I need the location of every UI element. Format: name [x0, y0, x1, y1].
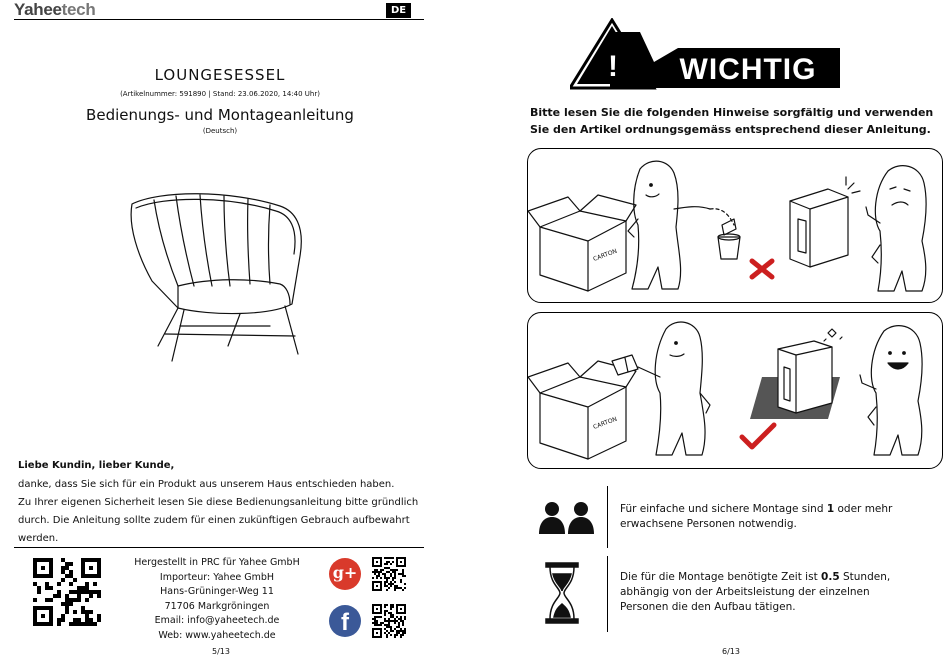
- duration-info: [620, 570, 942, 615]
- manual-language: (Deutsch): [202, 127, 238, 135]
- safety-note: [530, 104, 950, 138]
- manufacturer-address: [122, 556, 312, 643]
- paragraph-line: Zu Ihrer eigenen Sicherheit lesen Sie diese Bedienungsanleitung bitte gründlich: [18, 497, 419, 508]
- language-badge: DE: [386, 3, 411, 18]
- duration-text: Die für die Montage benötigte Zeit ist: [620, 571, 822, 583]
- note-line: Sie den Artikel ordnungsgemäss entsprechend dieser Anleitung.: [530, 123, 931, 136]
- paragraph-line: danke, dass Sie sich für ein Produkt aus unserem Haus entschieden haben.: [18, 479, 395, 490]
- article-meta: (Artikelnummer: 591890 | Stand: 23.06.2020, 14:40 Uhr): [120, 90, 320, 98]
- greeting: Liebe Kundin, lieber Kunde,: [18, 460, 175, 471]
- duration-text-line2: abhängig von der Arbeitsleistung der einzelnen: [620, 586, 870, 598]
- paragraph-line: werden.: [18, 533, 59, 544]
- paragraph-line: durch. Die Anleitung sollte zudem für einen zukünftigen Gebrauch aufbewahrt: [18, 515, 410, 526]
- facebook-qr-code: [372, 604, 406, 638]
- wichtig-warning-banner: [570, 18, 850, 98]
- address-line: Hans-Grüninger-Weg 11: [160, 586, 274, 597]
- persons-text-end: oder mehr: [834, 503, 893, 515]
- lounge-chair-illustration: [120, 186, 320, 366]
- persons-info: [620, 502, 942, 532]
- brand-part1: Yahee: [14, 0, 62, 19]
- right-page: [470, 0, 950, 660]
- banner-title: WICHTIG: [679, 53, 817, 86]
- brand-logo: [14, 0, 95, 20]
- address-line: Hergestellt in PRC für Yahee GmbH: [134, 557, 300, 568]
- product-title: LOUNGESESSEL: [154, 66, 286, 84]
- carton-box-icon: [528, 361, 636, 459]
- cabinet-icon: [778, 329, 842, 413]
- address-line: Web: www.yaheetech.de: [158, 629, 276, 641]
- happy-person-icon: [860, 326, 922, 455]
- sad-person-icon: [866, 166, 926, 291]
- carton-box-icon: [528, 195, 636, 291]
- correct-check-mark-icon: [742, 425, 774, 447]
- panel-correct-assembly: [527, 312, 943, 469]
- throw-path-icon: [710, 209, 734, 225]
- two-people-icon: [537, 500, 597, 536]
- header-rule: [14, 19, 424, 20]
- note-line: Bitte lesen Sie die folgenden Hinweise sorgfältig und verwenden: [530, 106, 934, 119]
- qr-code: [33, 558, 101, 626]
- persons-text-line2: erwachsene Personen notwendig.: [620, 518, 797, 530]
- facebook-icon[interactable]: f: [329, 605, 361, 637]
- page-number: 6/13: [722, 647, 740, 656]
- hourglass-icon: [545, 562, 579, 624]
- carton-label: CARTON: [592, 247, 619, 263]
- exclamation-icon: !: [608, 50, 618, 83]
- manual-title: Bedienungs- und Montageanleitung: [86, 106, 354, 124]
- divider-line: [607, 556, 608, 632]
- person-reading-manual-icon: [612, 322, 710, 455]
- footer-rule: [14, 547, 424, 548]
- google-plus-qr-code: [372, 557, 406, 591]
- left-page: [0, 0, 440, 660]
- duration-hours: 0.5: [821, 571, 840, 583]
- person-discarding-manual-icon: [628, 161, 710, 289]
- duration-text-end: Stunden,: [839, 571, 891, 583]
- brand-part2: tech: [61, 0, 96, 19]
- page-number: 5/13: [212, 647, 230, 656]
- address-line: 71706 Markgröningen: [164, 600, 270, 612]
- panel-wrong-disposal: [527, 148, 943, 303]
- duration-text-line3: Personen die den Aufbau tätigen.: [620, 601, 796, 613]
- persons-count: 1: [826, 503, 835, 515]
- persons-text: Für einfache und sichere Montage sind: [620, 503, 827, 515]
- carton-label: CARTON: [592, 415, 619, 431]
- divider-line: [607, 486, 608, 548]
- address-line: Importeur: Yahee GmbH: [159, 571, 275, 583]
- address-line: Email: info@yaheetech.de: [154, 615, 280, 626]
- google-plus-icon[interactable]: g+: [329, 558, 361, 590]
- wrong-x-mark-icon: [752, 261, 772, 277]
- trash-bin-icon: [718, 219, 740, 259]
- broken-cabinet-icon: [790, 177, 860, 267]
- intro-paragraph: [18, 476, 420, 548]
